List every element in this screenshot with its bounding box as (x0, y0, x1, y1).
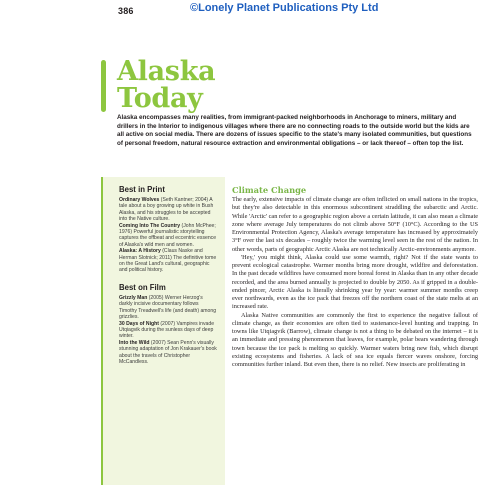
item-title: Alaska: A History (119, 248, 161, 255)
body-text (232, 196, 478, 369)
chapter-title-line-1: Alaska (117, 56, 216, 87)
body-paragraph: The early, extensive impacts of climate change are often inflicted on small nations in the tropics, but they're also detectable in this enormous subcontinent straddling the subarctic and Arctic. While 'Arctic' can refer to a geographic region above a certain latitude, it can also mean a climate zone where average July temperatures do not climb above 50°F (10°C). According to the US Environmental Protection Agency, Alaska's average temperature has increased by approximately 3°F over the last six decades – roughly twice the warming level seen in the rest of the nation. In other words, parts of geographic Arctic Alaska are not technically Arctic-environments anymore. (232, 196, 478, 253)
item-description: (2005) Werner Herzog's darkly incisive documentary follows Timothy Treadwell's life (and death) among grizzlies. (119, 294, 217, 321)
sidebar-list-item (119, 223, 217, 249)
sidebar-list-item (119, 340, 217, 366)
item-description: (Seth Kantner; 2004) A tale about a boy growing up white in Bush Alaska, and his struggles to be accepted into the Native culture. (119, 197, 214, 223)
page-number: 386 (118, 6, 134, 16)
best-in-print-heading: Best in Print (119, 185, 165, 194)
sidebar-list-item (119, 295, 217, 321)
copyright-notice: ©Lonely Planet Publications Pty Ltd (190, 2, 379, 14)
item-title: Into the Wild (119, 339, 150, 346)
best-on-film-section (119, 283, 217, 365)
item-title: Ordinary Wolves (119, 197, 160, 203)
item-description: (John McPhee; 1976) Powerful journalistic storytelling captures the offbeat and eccentric essence of Alaska's wild men and women. (119, 222, 217, 248)
item-title: 30 Days of Night (119, 320, 159, 327)
body-paragraph: Alaska Native communities are commonly the first to experience the negative fallout of climate change, as their economies are often tied to sustenance-level hunting and trapping. In towns like Utqiagvik (Barrow), climate change is not a thing to be debated on the internet – it is an immediate and pressing phenomenon that leaves, for example, polar bears wandering through town because the ice pack is melting so quickly. Warmer waters bring new fish, which disrupt existing ecosystems and fisheries. A lack of sea ice equals fiercer waves onshore, forcing communities further inland. But even then, there is no relief. New insects are proliferating in (232, 311, 478, 368)
item-description: (2007) Sean Penn's visually stunning adaptation of Jon Krakauer's book about the travels of Christopher McCandless. (119, 339, 217, 365)
sidebar-box (101, 177, 225, 485)
chapter-title (117, 58, 215, 112)
chapter-title-line-2: Today (117, 83, 203, 114)
item-title: Coming Into The Country (119, 222, 181, 229)
sidebar-list-item (119, 248, 217, 274)
body-paragraph: 'Hey,' you might think, Alaska could use some warmth, right? Not if the state wants to prevent ecological catastrophe. Warmer months bring more drought, wildfire and deforestation. In the past decade wildfires have consumed more boreal forest in Alaska than in any other decade recorded, and the area burned annually is projected to double by 2050. As if gripped in a double-ended pincer, Arctic Alaska is literally shrinking year by year: warmer summer months creep ever northwards, even as the ice pack that freezes off the northern coast of the state melts at an increased rate. (232, 253, 478, 311)
section-heading: Climate Change (232, 185, 307, 195)
item-description: (2007) Vampires invade Utqiagvik during the sunless days of deep winter. (119, 320, 215, 340)
best-in-print-section (119, 185, 217, 274)
sidebar-list-item (119, 321, 217, 340)
item-title: Grizzly Man (119, 294, 148, 301)
best-on-film-heading: Best on Film (119, 282, 166, 292)
title-accent-bar (101, 60, 106, 112)
item-description: (Claus Naske and Herman Slotnick; 2011) The definitive tome on the Great Land's cultural, geographic and political history. (119, 248, 217, 274)
sidebar-list-item (119, 197, 217, 223)
chapter-intro: Alaska encompasses many realities, from immigrant-packed neighborhoods in Anchorage to miners, military and drillers in the Interior to indigenous villages where there are no connecting roads to the outside world but the kids are all active on social media. There are dozens of issues specific to the state's many isolated communities, but questions of personal freedom, natural resource extraction and environmental obligations – or lack thereof – often top the list. (117, 114, 472, 147)
